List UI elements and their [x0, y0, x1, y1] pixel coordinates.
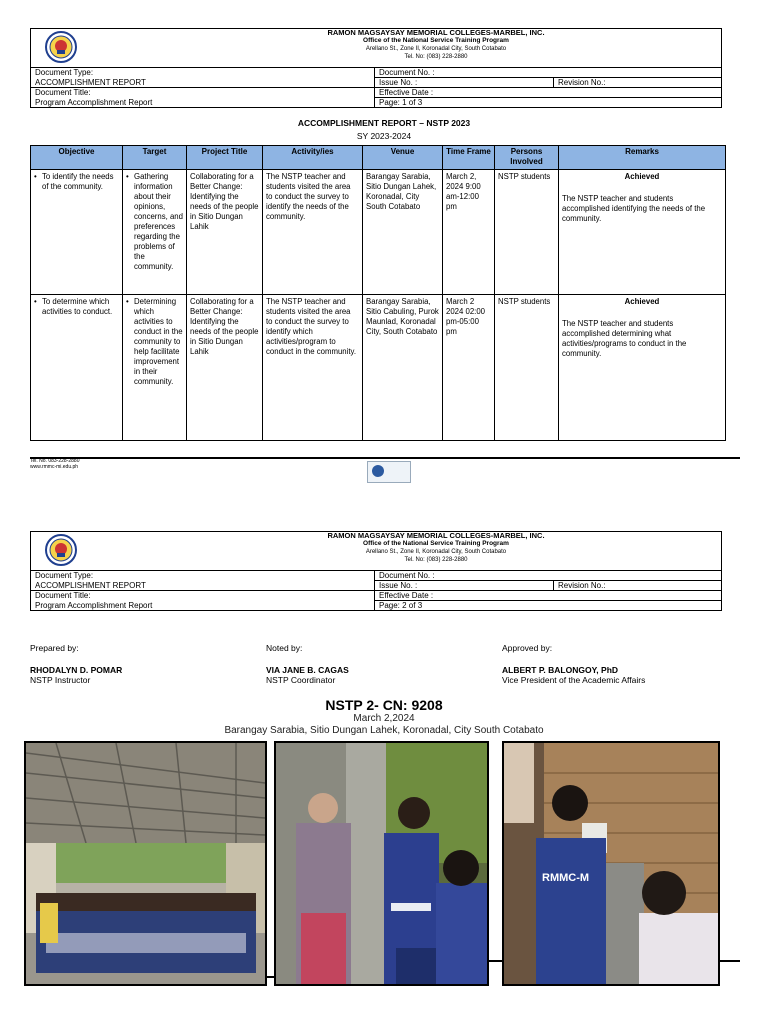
table-header-row [31, 146, 726, 170]
revision-label: Revision No.: [558, 580, 606, 590]
remarks-text: The NSTP teacher and students accomplished determining what activities/programs to conduct in the community. [562, 319, 687, 358]
photo-divider [489, 960, 502, 962]
noted-by-label: Noted by: [266, 643, 303, 653]
document-header-page2 [30, 531, 722, 611]
noted-by-role: NSTP Coordinator [266, 675, 336, 685]
col-remarks: Remarks [559, 146, 726, 170]
doc-no-label: Document No. : [379, 68, 435, 77]
school-seal-icon [45, 31, 77, 63]
approved-by-name: ALBERT P. BALONGOY, PhD [502, 665, 619, 675]
time-cell: March 2 2024 02:00 pm-05:00 pm [443, 295, 495, 441]
persons-cell: NSTP students [495, 295, 559, 441]
telephone: Tel. No: (083) 228-2880 [404, 557, 468, 563]
photo-divider [720, 960, 740, 962]
doc-type-value: ACCOMPLISHMENT REPORT [31, 581, 375, 591]
objective-cell: To identify the needs of the community. [42, 172, 114, 191]
page-number: Page: 1 of 3 [379, 97, 423, 107]
footer-website[interactable]: www.rmmc-mi.edu.ph [30, 464, 79, 470]
target-cell: Determining which activities to conduct in the community to help facilitate improvement in their community. [134, 297, 183, 386]
institution-name: RAMON MAGSAYSAY MEMORIAL COLLEGES-MARBEL, INC. [327, 531, 545, 540]
approved-by-label: Approved by: [502, 643, 553, 653]
page-number: Page: 2 of 3 [379, 600, 423, 610]
remarks-status: Achieved [624, 297, 660, 306]
venue-cell: Barangay Sarabia, Sitio Cabuling, Purok Maunlad, Koronadal City, South Cotabato [363, 295, 443, 441]
prepared-by-block [30, 643, 122, 685]
approved-by-block [502, 643, 645, 685]
school-seal-icon [45, 534, 77, 566]
gallery-date: March 2,2024 [353, 713, 415, 724]
project-cell: Collaborating for a Better Change: Identifying the needs of the people in Sitio Dungan Lahik [187, 295, 263, 441]
objective-cell: To determine which activities to conduct. [42, 297, 113, 316]
institution-name: RAMON MAGSAYSAY MEMORIAL COLLEGES-MARBEL, INC. [327, 28, 545, 37]
school-year: SY 2023-2024 [356, 131, 412, 141]
footer-tel: Tel. No. 083-228-2880 [30, 458, 80, 464]
col-venue: Venue [363, 146, 443, 170]
doc-title-value: Program Accomplishment Report [31, 98, 375, 108]
prepared-by-name: RHODALYN D. POMAR [30, 665, 123, 675]
revision-label: Revision No.: [558, 77, 606, 87]
noted-by-name: VIA JANE B. CAGAS [266, 665, 349, 675]
issue-no-label: Issue No. : [375, 581, 554, 591]
persons-cell: NSTP students [495, 170, 559, 295]
report-title: ACCOMPLISHMENT REPORT – NSTP 2023 [297, 118, 471, 128]
address: Arellano St., Zone II, Koronadal City, South Cotabato [365, 549, 507, 555]
doc-title-value: Program Accomplishment Report [31, 601, 375, 611]
telephone: Tel. No: (083) 228-2880 [404, 54, 468, 60]
issue-no-label: Issue No. : [375, 78, 554, 88]
office-name: Office of the National Service Training Program [363, 37, 509, 44]
col-persons-involved: Persons Involved [495, 146, 559, 170]
footer-divider [30, 457, 740, 459]
col-project-title: Project Title [187, 146, 263, 170]
table-row: • To identify the needs of the community. • Gathering information about their opinions, concerns, and preferences regarding the problems of the community. Collaborating for a Better Change: Identifying the needs of the people in Sitio Dungan Lahik The NSTP teacher and students visited the area to conduct the survey to identify the needs of the community. Barangay Sarabia, Sitio Dungan Lahek, Koronadal, City South Cotabato March 2, 2024 9:00 am-12:00 pm NSTP students Achieved The NSTP teacher and students accomplished identifying the needs of the community. [31, 170, 726, 295]
gallery-place: Barangay Sarabia, Sitio Dungan Lahek, Koronadal, City South Cotabato [224, 725, 544, 736]
col-time-frame: Time Frame [443, 146, 495, 170]
approved-by-role: Vice President of the Academic Affairs [502, 675, 646, 685]
col-activities: Activity/ies [263, 146, 363, 170]
doc-type-value: ACCOMPLISHMENT REPORT [31, 78, 375, 88]
doc-type-label: Document Type: [31, 68, 375, 78]
shirt-text: RMMC-M [542, 872, 590, 884]
footer-contact [30, 458, 79, 470]
noted-by-block [266, 643, 349, 685]
group-photo [24, 741, 267, 986]
interview-photo [274, 741, 489, 986]
activity-cell: The NSTP teacher and students visited the area to conduct the survey to identify the needs of the community. [263, 170, 363, 295]
doc-type-label: Document Type: [31, 571, 375, 581]
address: Arellano St., Zone II, Koronadal City, South Cotabato [365, 46, 507, 52]
effective-date-label: Effective Date : [379, 591, 434, 600]
doc-title-label: Document Title: [31, 88, 375, 98]
prepared-by-role: NSTP Instructor [30, 675, 91, 685]
office-name: Office of the National Service Training Program [363, 540, 509, 547]
gallery-heading: NSTP 2- CN: 9208 [325, 697, 443, 713]
effective-date-label: Effective Date : [379, 88, 434, 97]
remarks-cell [559, 295, 726, 441]
accomplishment-table [30, 145, 726, 441]
doc-no-label: Document No. : [379, 571, 435, 580]
document-header-page1 [30, 28, 722, 108]
col-target: Target [123, 146, 187, 170]
remarks-cell [559, 170, 726, 295]
remarks-text: The NSTP teacher and students accomplished identifying the needs of the community. [562, 194, 706, 223]
photo-divider [266, 976, 274, 978]
certification-badge-icon [367, 461, 411, 483]
time-cell: March 2, 2024 9:00 am-12:00 pm [443, 170, 495, 295]
project-cell: Collaborating for a Better Change: Identifying the needs of the people in Sitio Dungan Lahik [187, 170, 263, 295]
activity-cell: The NSTP teacher and students visited the area to conduct the survey to identify which activities/program to conduct in the community. [263, 295, 363, 441]
col-objective: Objective [31, 146, 123, 170]
remarks-status: Achieved [624, 172, 660, 181]
target-cell: Gathering information about their opinions, concerns, and preferences regarding the problems of the community. [134, 172, 183, 271]
survey-photo [502, 741, 720, 986]
table-row: • To determine which activities to conduct. • Determining which activities to conduct in the community to help facilitate improvement in their community. Collaborating for a Better Change: Identifying the needs of the people in Sitio Dungan Lahik The NSTP teacher and students visited the area to conduct the survey to identify which activities/program to conduct in the community. Barangay Sarabia, Sitio Cabuling, Purok Maunlad, Koronadal City, South Cotabato March 2 2024 02:00 pm-05:00 pm NSTP students Achieved The NSTP teacher and students accomplished determining what activities/programs to conduct in the community. [31, 295, 726, 441]
venue-cell: Barangay Sarabia, Sitio Dungan Lahek, Koronadal, City South Cotabato [363, 170, 443, 295]
doc-title-label: Document Title: [31, 591, 375, 601]
prepared-by-label: Prepared by: [30, 643, 79, 653]
